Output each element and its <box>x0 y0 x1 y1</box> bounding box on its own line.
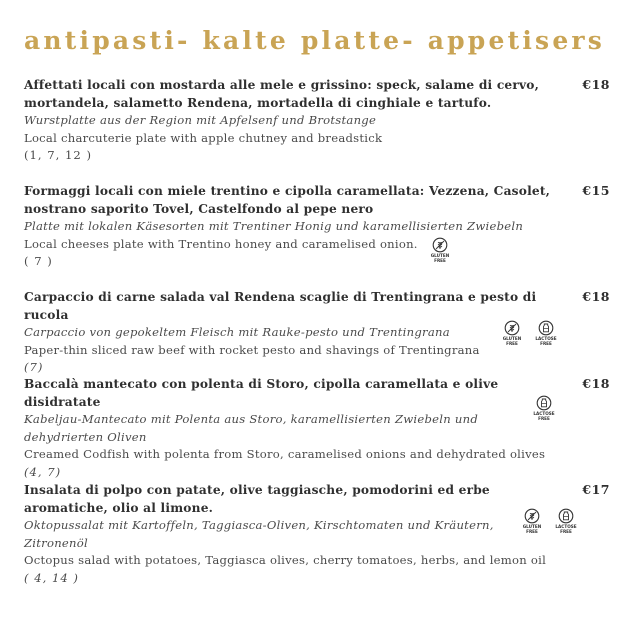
dish-allergens: (1, 7, 12 ) <box>24 148 92 162</box>
dish-allergens: (7) <box>24 360 44 374</box>
dish-description-english: Paper-thin sliced raw beef with rocket pesto and shavings of Trentingrana <box>24 342 480 357</box>
dish-name: Carpaccio di carne salada val Rendena scaglie di Trentingrana e pesto di rucola <box>24 290 537 322</box>
badge-label: GLUTEN FREE <box>430 253 450 263</box>
badge-label: LACTOSE FREE <box>535 336 557 346</box>
menu-item <box>24 76 614 165</box>
dish-price: €18 <box>582 289 610 304</box>
dish-description-german: Oktopussalat mit Kartoffeln, Taggiasca-Oliven, Kirschtomaten und Kräutern, Zitronenöl <box>24 518 494 550</box>
dish-name: Insalata di polpo con patate, olive taggiasche, pomodorini ed erbe aromatiche, olio al limone. <box>24 483 490 515</box>
lactose-free-badge <box>532 395 556 421</box>
badge-label: GLUTEN FREE <box>522 524 542 534</box>
dish-description-english: Local charcuterie plate with apple chutney and breadstick <box>24 130 383 145</box>
dish-price: €18 <box>582 376 610 391</box>
badge-label: LACTOSE FREE <box>555 524 577 534</box>
diet-badges <box>532 395 556 421</box>
gluten-free-badge <box>428 237 452 263</box>
dish-price: €17 <box>582 482 610 497</box>
menu-item <box>24 481 614 587</box>
dish-description-german: Wurstplatte aus der Region mit Apfelsenf und Brotstange <box>24 113 377 127</box>
dish-description-english: Local cheeses plate with Trentino honey and caramelised onion. <box>24 236 418 251</box>
lactose-free-icon <box>538 320 554 336</box>
gluten-free-icon <box>524 508 540 524</box>
menu-item <box>24 375 614 481</box>
dish-allergens: ( 4, 14 ) <box>24 570 79 585</box>
gluten-free-icon <box>504 320 520 336</box>
gluten-free-badge <box>500 320 524 346</box>
menu-item <box>24 182 614 271</box>
dish-name: Formaggi locali con miele trentino e cipolla caramellata: Vezzena, Casolet, nostrano saporito Tovel, Castelfondo al pepe nero <box>24 184 551 216</box>
lactose-free-icon <box>558 508 574 524</box>
lactose-free-icon <box>536 395 552 411</box>
badge-label: LACTOSE FREE <box>533 411 555 421</box>
dish-price: €15 <box>582 183 610 198</box>
dish-name: Affettati locali con mostarda alle mele e grissino: speck, salame di cervo, mortandela, salametto Rendena, mortadella di cinghiale e tartufo. <box>24 78 540 110</box>
dish-description-german: Carpaccio von gepokeltem Fleisch mit Rauke-pesto und Trentingrana <box>24 325 450 339</box>
diet-badges <box>500 320 558 346</box>
badge-label: GLUTEN FREE <box>502 336 522 346</box>
menu-item <box>24 288 614 377</box>
lactose-free-badge <box>534 320 558 346</box>
dish-description-german: Kabeljau-Mantecato mit Polenta aus Storo, karamellisierten Zwiebeln und dehydrierten Oliven <box>24 412 478 444</box>
dish-name: Baccalà mantecato con polenta di Storo, cipolla caramellata e olive disidratate <box>24 377 499 409</box>
diet-badges <box>520 508 578 534</box>
dish-allergens: (4, 7) <box>24 464 62 479</box>
gluten-free-badge <box>520 508 544 534</box>
section-title: antipasti- kalte platte- appetisers <box>24 26 606 55</box>
diet-badges <box>428 237 452 263</box>
dish-allergens: ( 7 ) <box>24 254 53 268</box>
dish-price: €18 <box>582 77 610 92</box>
dish-description-english: Creamed Codfish with polenta from Storo, caramelised onions and dehydrated olives <box>24 447 546 461</box>
dish-description-german: Platte mit lokalen Käsesorten mit Trentiner Honig und karamellisierten Zwiebeln <box>24 219 524 233</box>
dish-description-english: Octopus salad with potatoes, Taggiasca olives, cherry tomatoes, herbs, and lemon oil <box>24 553 547 567</box>
gluten-free-icon <box>432 237 448 253</box>
lactose-free-badge <box>554 508 578 534</box>
